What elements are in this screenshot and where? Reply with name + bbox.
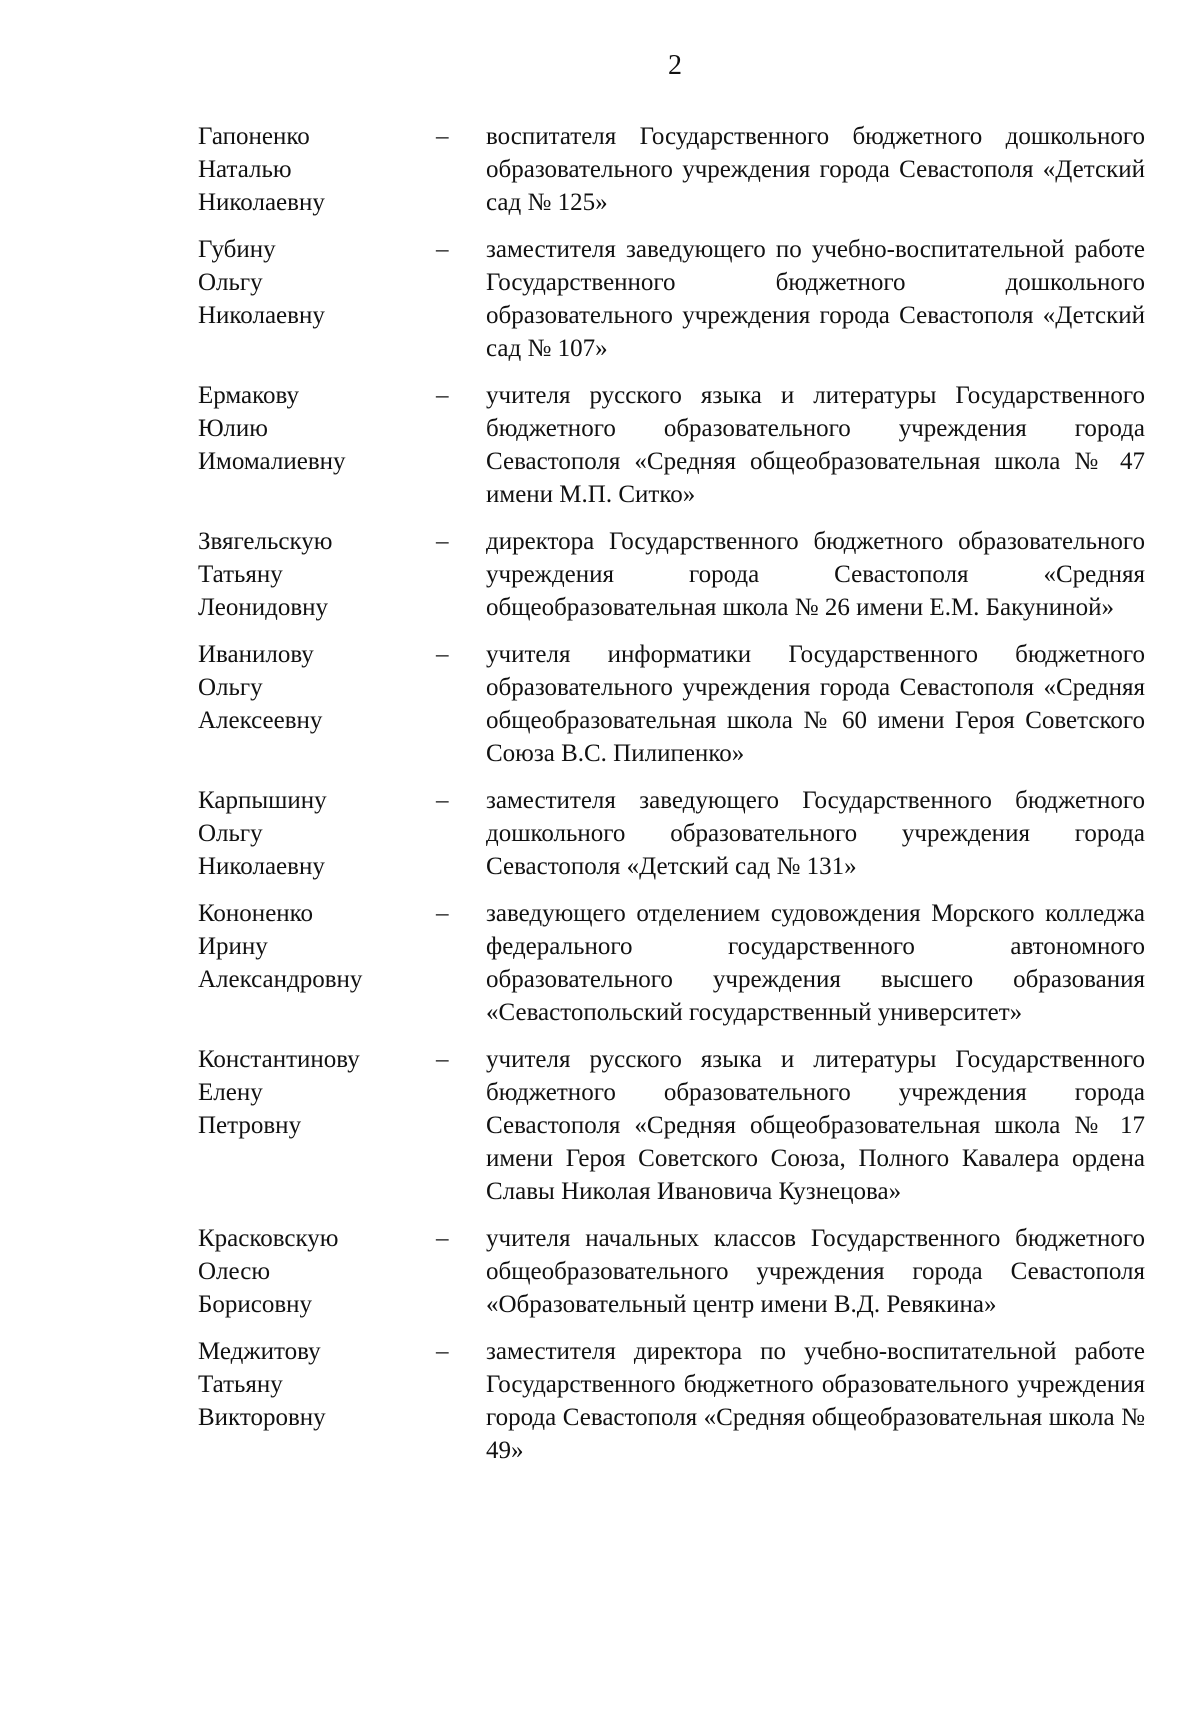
position-description: воспитателя Государственного бюджетного дошкольного образовательного учреждения города Севастополя «Детский сад № 125» (486, 123, 1145, 216)
given-name: Татьяну (198, 561, 283, 588)
patronymic: Викторовну (198, 1404, 326, 1431)
position-description: директора Государственного бюджетного образовательного учреждения города Севастополя «Средняя общеобразовательная школа № 26 имени Е.М. Бакуниной» (486, 528, 1145, 621)
patronymic: Николаевну (198, 853, 325, 880)
dash-separator: – (436, 528, 449, 555)
person-name (198, 1222, 436, 1321)
patronymic: Николаевну (198, 189, 325, 216)
list-item (198, 1043, 1145, 1208)
patronymic: Леонидовну (198, 594, 329, 621)
list-item (198, 120, 1145, 219)
given-name: Юлию (198, 415, 268, 442)
person-name (198, 1043, 436, 1142)
surname: Губину (198, 236, 276, 263)
position-description: заведующего отделением судовождения Морского колледжа федерального государственного автономного образовательного учреждения высшего образования «Севастопольский государственный университет» (486, 900, 1145, 1026)
surname: Карпышину (198, 787, 327, 814)
patronymic: Имомалиевну (198, 448, 346, 475)
given-name: Ольгу (198, 674, 263, 701)
award-list (198, 120, 1145, 1481)
person-name (198, 638, 436, 737)
person-name (198, 120, 436, 219)
list-item (198, 784, 1145, 883)
surname: Иванилову (198, 641, 314, 668)
list-item (198, 638, 1145, 770)
given-name: Татьяну (198, 1371, 283, 1398)
dash-separator: – (436, 123, 449, 150)
position-description: заместителя директора по учебно-воспитательной работе Государственного бюджетного образовательного учреждения города Севастополя «Средняя общеобразовательная школа № 49» (486, 1338, 1145, 1464)
surname: Звягельскую (198, 528, 333, 555)
surname: Ермакову (198, 382, 299, 409)
position-description: учителя русского языка и литературы Государственного бюджетного образовательного учреждения города Севастополя «Средняя общеобразовательная школа № 47 имени М.П. Ситко» (486, 382, 1145, 508)
dash-separator: – (436, 382, 449, 409)
dash-separator: – (436, 236, 449, 263)
dash-separator: – (436, 641, 449, 668)
surname: Константинову (198, 1046, 360, 1073)
given-name: Ольгу (198, 820, 263, 847)
page-number: 2 (668, 50, 682, 81)
given-name: Наталью (198, 156, 292, 183)
patronymic: Александровну (198, 966, 363, 993)
position-description: заместителя заведующего по учебно-воспитательной работе Государственного бюджетного дошкольного образовательного учреждения города Севастополя «Детский сад № 107» (486, 236, 1145, 362)
dash-separator: – (436, 1338, 449, 1365)
position-description: учителя русского языка и литературы Государственного бюджетного образовательного учреждения города Севастополя «Средняя общеобразовательная школа № 17 имени Героя Советского Союза, Полного Кавалера ордена Славы Николая Ивановича Кузнецова» (486, 1046, 1145, 1205)
patronymic: Борисовну (198, 1291, 313, 1318)
list-item (198, 1222, 1145, 1321)
given-name: Олесю (198, 1258, 271, 1285)
position-description: учителя начальных классов Государственного бюджетного общеобразовательного учреждения города Севастополя «Образовательный центр имени В.Д. Ревякина» (486, 1225, 1145, 1318)
list-item (198, 525, 1145, 624)
dash-separator: – (436, 900, 449, 927)
surname: Гапоненко (198, 123, 310, 150)
position-description: заместителя заведующего Государственного бюджетного дошкольного образовательного учреждения города Севастополя «Детский сад № 131» (486, 787, 1145, 880)
person-name (198, 784, 436, 883)
given-name: Елену (198, 1079, 263, 1106)
surname: Кононенко (198, 900, 314, 927)
position-description: учителя информатики Государственного бюджетного образовательного учреждения города Севастополя «Средняя общеобразовательная школа № 60 имени Героя Советского Союза В.С. Пилипенко» (486, 641, 1145, 767)
person-name (198, 1335, 436, 1434)
person-name (198, 897, 436, 996)
given-name: Ольгу (198, 269, 263, 296)
given-name: Ирину (198, 933, 268, 960)
list-item (198, 1335, 1145, 1467)
patronymic: Петровну (198, 1112, 302, 1139)
surname: Красковскую (198, 1225, 339, 1252)
patronymic: Алексеевну (198, 707, 323, 734)
dash-separator: – (436, 1225, 449, 1252)
person-name (198, 379, 436, 478)
dash-separator: – (436, 787, 449, 814)
list-item (198, 379, 1145, 511)
surname: Меджитову (198, 1338, 321, 1365)
patronymic: Николаевну (198, 302, 325, 329)
dash-separator: – (436, 1046, 449, 1073)
list-item (198, 233, 1145, 365)
list-item (198, 897, 1145, 1029)
person-name (198, 525, 436, 624)
person-name (198, 233, 436, 332)
